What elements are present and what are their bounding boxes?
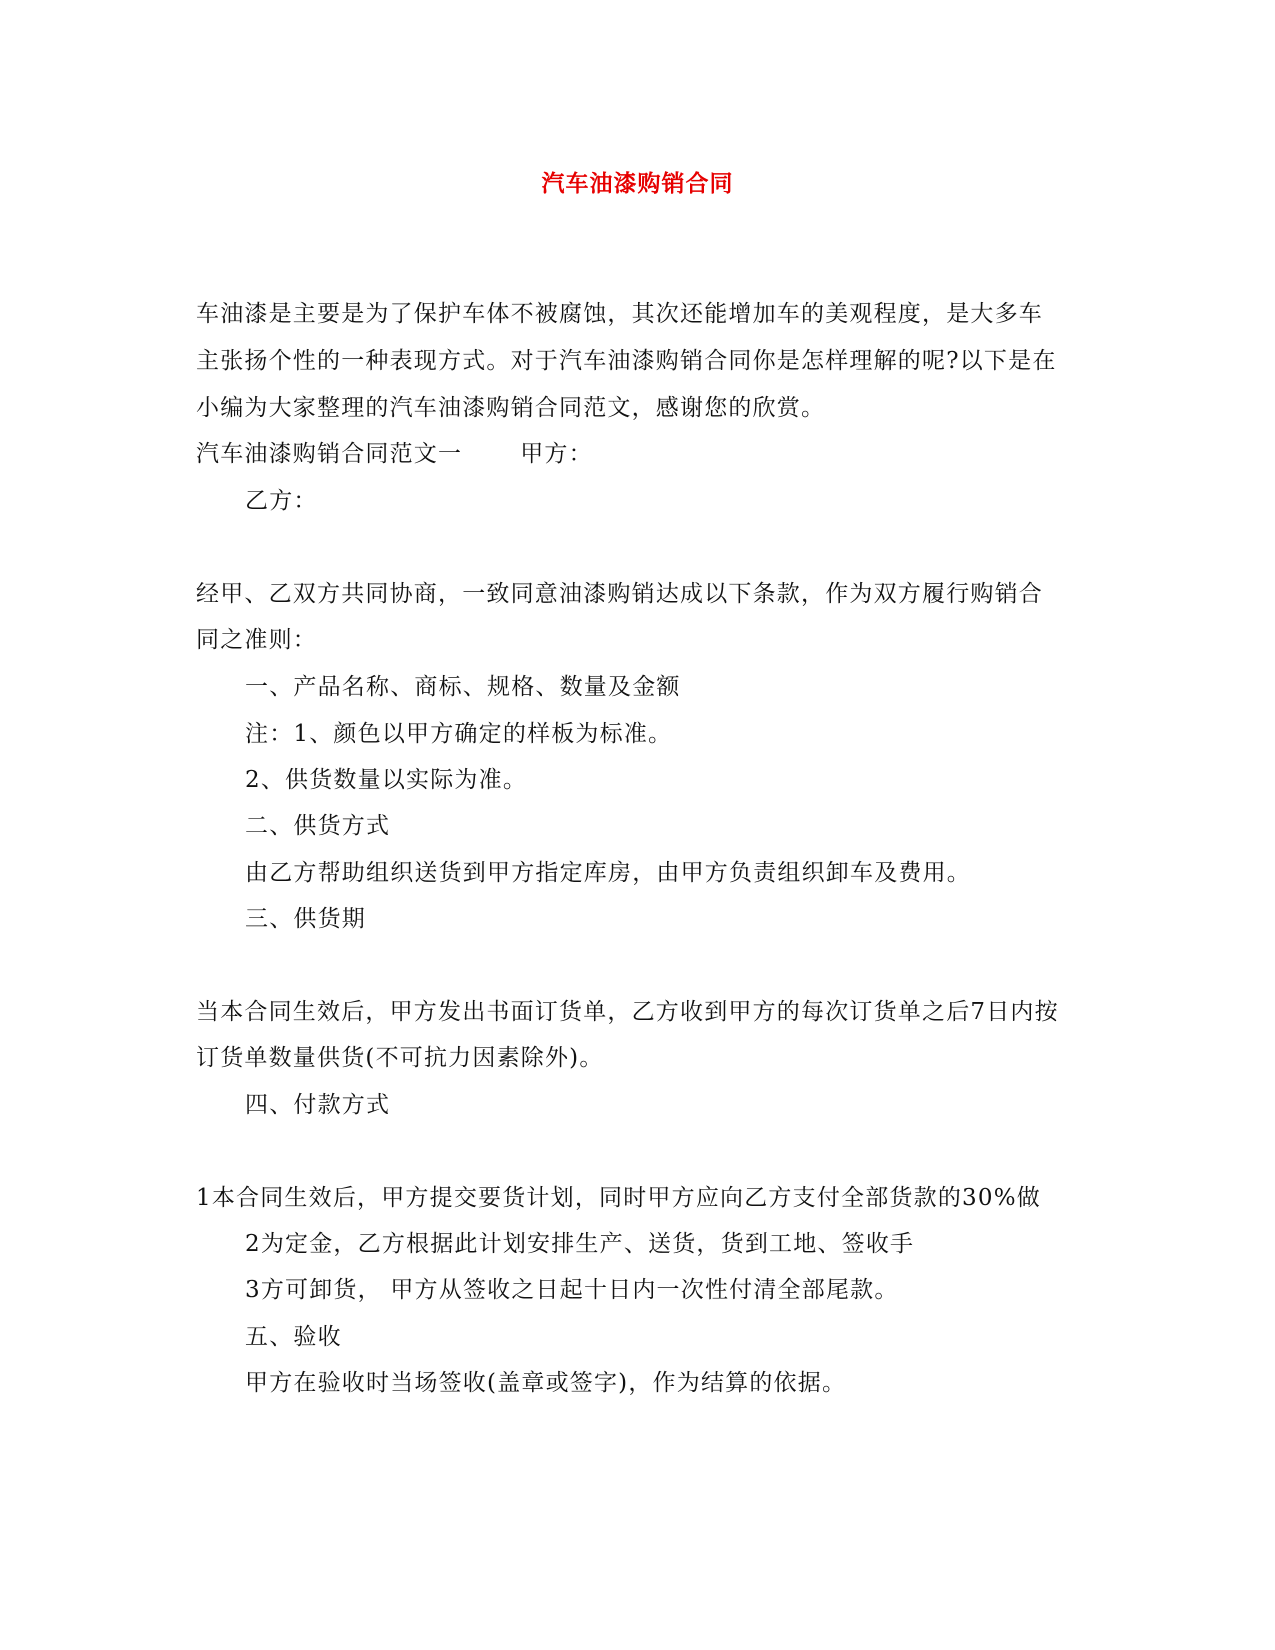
section4-item-2: 2为定金，乙方根据此计划安排生产、送货，货到工地、签收手 [245, 1231, 915, 1257]
section4-item-1: 1本合同生效后，甲方提交要货计划，同时甲方应向乙方支付全部货款的30%做 [196, 1185, 1041, 1211]
section1-heading: 一、产品名称、商标、规格、数量及金额 [245, 674, 681, 700]
document-title: 汽车油漆购销合同 [541, 171, 734, 197]
section3-body-line-1: 当本合同生效后，甲方发出书面订货单，乙方收到甲方的每次订货单之后7日内按 [196, 999, 1059, 1025]
intro-line-2: 主张扬个性的一种表现方式。对于汽车油漆购销合同你是怎样理解的呢?以下是在 [196, 348, 1057, 374]
section2-body: 由乙方帮助组织送货到甲方指定库房，由甲方负责组织卸车及费用。 [245, 860, 971, 886]
party-b-label: 乙方： [245, 488, 318, 514]
section3-heading: 三、供货期 [245, 906, 366, 932]
section1-note-2: 2、供货数量以实际为准。 [245, 767, 528, 793]
section2-heading: 二、供货方式 [245, 813, 391, 839]
preamble-line-1: 经甲、乙双方共同协商，一致同意油漆购销达成以下条款，作为双方履行购销合 [196, 581, 1043, 607]
section5-heading: 五、验收 [245, 1324, 342, 1350]
section4-item-3: 3方可卸货， 甲方从签收之日起十日内一次性付清全部尾款。 [245, 1277, 899, 1303]
sample-heading-row [196, 438, 593, 470]
preamble-line-2: 同之准则： [196, 627, 317, 653]
section3-body-line-2: 订货单数量供货(不可抗力因素除外)。 [196, 1045, 604, 1071]
section1-note-1: 注：1、颜色以甲方确定的样板为标准。 [245, 721, 673, 747]
intro-line-1: 车油漆是主要是为了保护车体不被腐蚀，其次还能增加车的美观程度，是大多车 [196, 301, 1043, 327]
section4-heading: 四、付款方式 [245, 1092, 391, 1118]
party-a-label: 甲方： [520, 441, 593, 467]
sample-heading: 汽车油漆购销合同范文一 [196, 441, 463, 467]
intro-line-3: 小编为大家整理的汽车油漆购销合同范文，感谢您的欣赏。 [196, 395, 826, 421]
section5-body: 甲方在验收时当场签收(盖章或签字)，作为结算的依据。 [245, 1370, 847, 1396]
